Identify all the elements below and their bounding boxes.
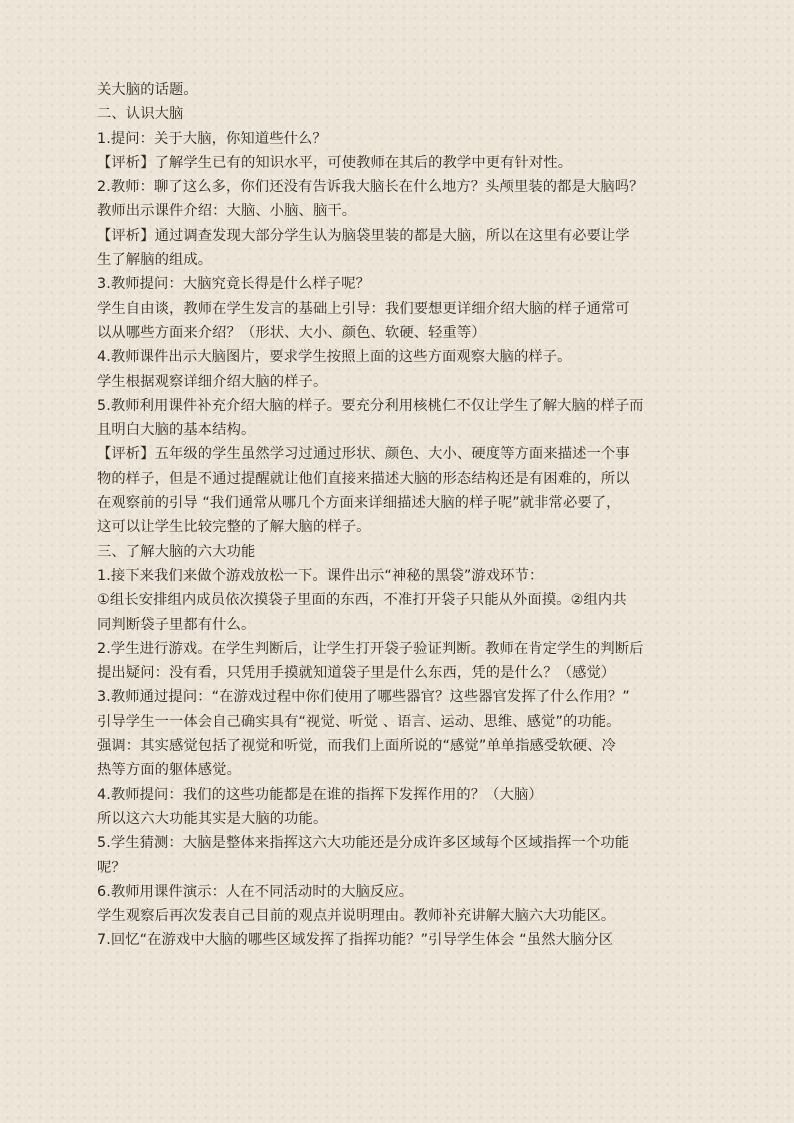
- text-line: ①组长安排组内成员依次摸袋子里面的东西，不准打开袋子只能从外面摸。②组内共: [97, 592, 627, 609]
- text-line: 生了解脑的组成。: [97, 252, 213, 269]
- text-line: 1.提问：关于大脑，你知道些什么？: [97, 130, 327, 147]
- text-line: 学生观察后再次发表自己目前的观点并说明理由。教师补充讲解大脑六大功能区。: [97, 908, 616, 925]
- text-line: 2.学生进行游戏。在学生判断后，让学生打开袋子验证判断。教师在肯定学生的判断后: [97, 640, 644, 657]
- text-line: 3.教师通过提问：“在游戏过程中你们使用了哪些器官？这些器官发挥了什么作用？”: [97, 689, 630, 706]
- text-line: 二、认识大脑: [97, 106, 184, 123]
- text-line: 【评析】了解学生已有的知识水平，可使教师在其后的教学中更有针对性。: [97, 154, 573, 171]
- text-line: 4.教师提问：我们的这些功能都是在谁的指挥下发挥作用的？（大脑）: [97, 786, 543, 803]
- text-line: 3.教师提问：大脑究竟长得是什么样子呢？: [97, 276, 370, 293]
- text-line: 引导学生一一体会自己确实具有“视觉、听觉 、语言、运动、思维、感觉”的功能。: [97, 713, 621, 730]
- text-line: 这可以让学生比较完整的了解大脑的样子。: [97, 519, 371, 536]
- text-line: 学生自由谈，教师在学生发言的基础上引导：我们要想更详细介绍大脑的样子通常可: [97, 300, 630, 317]
- text-line: 【评析】五年级的学生虽然学习过通过形状、颜色、大小、硬度等方面来描述一个事: [97, 446, 630, 463]
- text-line: 物的样子，但是不通过提醒就让他们直接来描述大脑的形态结构还是有困难的，所以: [97, 470, 630, 487]
- text-line: 且明白大脑的基本结构。: [97, 422, 256, 439]
- text-line: 热等方面的躯体感觉。: [97, 762, 241, 779]
- text-line: 三、了解大脑的六大功能: [97, 543, 256, 560]
- text-line: 【评析】通过调查发现大部分学生认为脑袋里装的都是大脑，所以在这里有必要让学: [97, 227, 630, 244]
- text-line: 7.回忆“在游戏中大脑的哪些区域发挥了指挥功能？”引导学生体会 “虽然大脑分区: [97, 932, 614, 949]
- text-line: 5.教师利用课件补充介绍大脑的样子。要充分利用核桃仁不仅让学生了解大脑的样子而: [97, 397, 644, 414]
- text-line: 提出疑问：没有看，只凭用手摸就知道袋子里是什么东西，凭的是什么？（感觉）: [97, 665, 616, 682]
- text-line: 以从哪些方面来介绍？（形状、大小、颜色、软硬、轻重等）: [97, 324, 486, 341]
- text-line: 2.教师：聊了这么多，你们还没有告诉我大脑长在什么地方？头颅里装的都是大脑吗？: [97, 179, 644, 196]
- text-line: 学生根据观察详细介绍大脑的样子。: [97, 373, 328, 390]
- text-line: 5.学生猜测：大脑是整体来指挥这六大功能还是分成许多区域每个区域指挥一个功能: [97, 835, 630, 852]
- text-line: 6.教师用课件演示：人在不同活动时的大脑反应。: [97, 883, 414, 900]
- text-line: 关大脑的话题。: [97, 82, 198, 98]
- text-line: 所以这六大功能其实是大脑的功能。: [97, 810, 328, 827]
- document-page: [97, 78, 699, 953]
- text-line: 在观察前的引导 “我们通常从哪几个方面来详细描述大脑的样子呢”就非常必要了，: [97, 495, 621, 512]
- text-line: 强调：其实感觉包括了视觉和听觉，而我们上面所说的“感觉”单单指感受软硬、冷: [97, 738, 616, 755]
- text-line: 1.接下来我们来做个游戏放松一下。课件出示“神秘的黑袋”游戏环节：: [97, 567, 544, 584]
- text-line: 呢？: [97, 859, 126, 876]
- text-line: 教师出示课件介绍：大脑、小脑、脑干。: [97, 203, 357, 220]
- text-line: 4.教师课件出示大脑图片，要求学生按照上面的这些方面观察大脑的样子。: [97, 349, 572, 366]
- text-line: 同判断袋子里都有什么。: [97, 616, 256, 633]
